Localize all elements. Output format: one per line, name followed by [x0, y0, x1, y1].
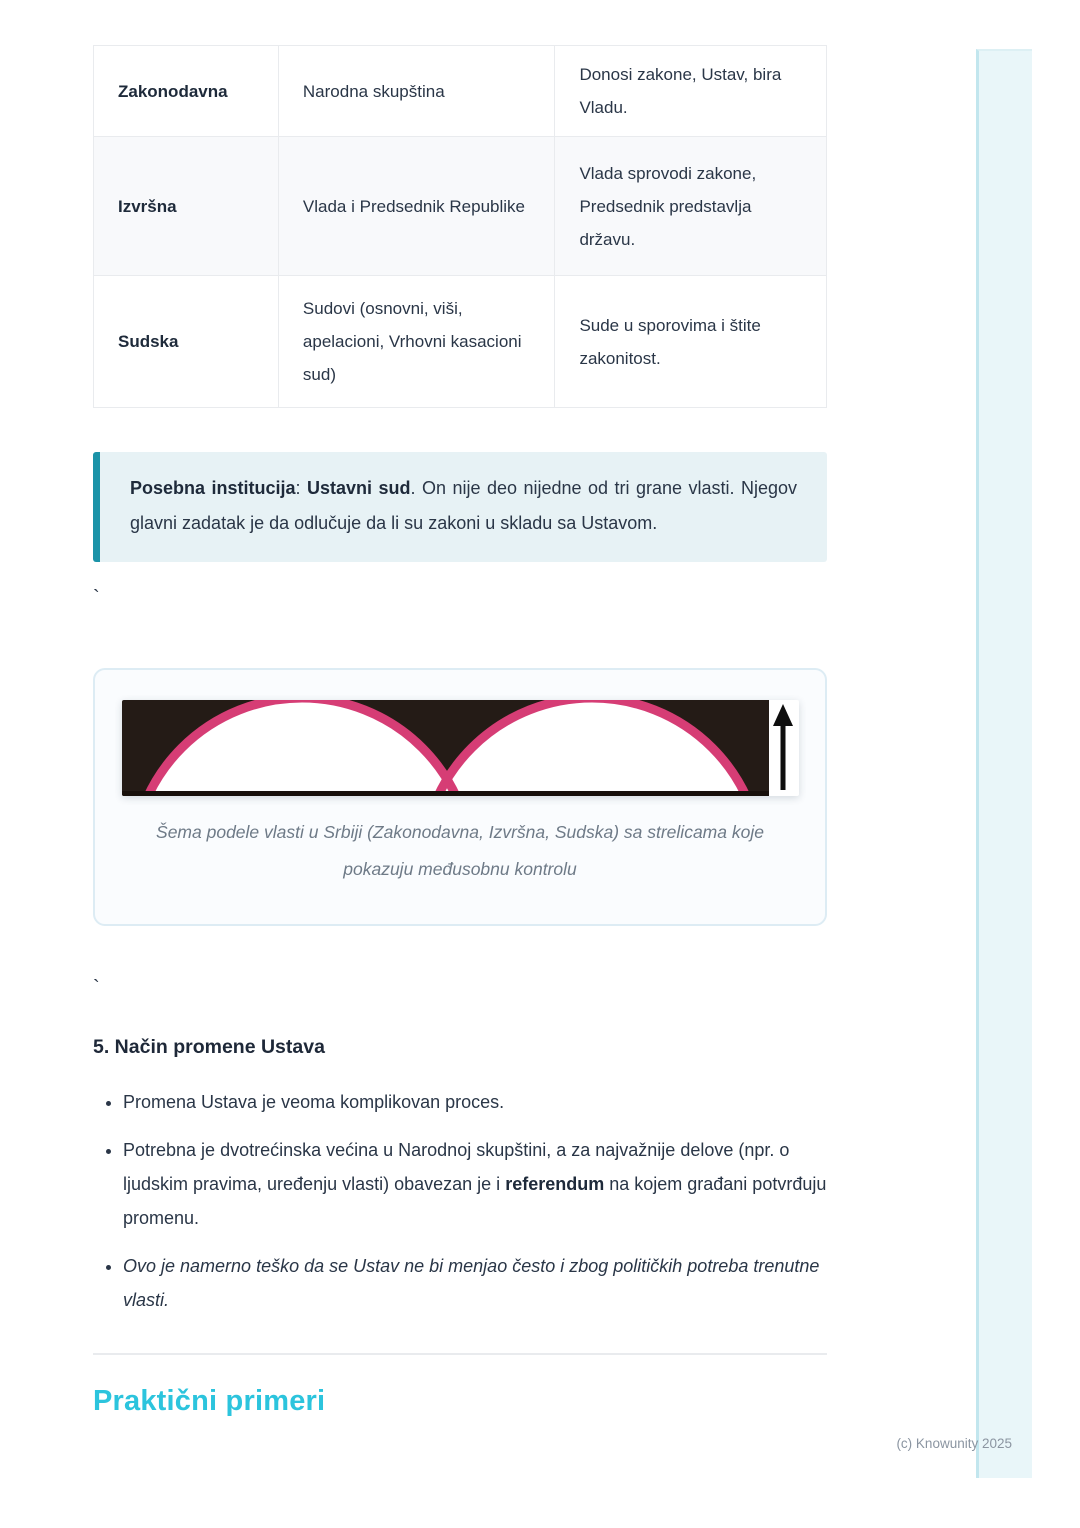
up-arrow-icon	[773, 704, 793, 790]
callout-bold-institution: Ustavni sud	[307, 478, 411, 498]
table-row	[94, 137, 827, 276]
cell-role: Sude u sporovima i štite zakonitost.	[555, 276, 827, 408]
table-row	[94, 276, 827, 408]
cell-branch: Izvršna	[94, 137, 279, 276]
list-item	[123, 1133, 827, 1235]
separation-of-powers-diagram	[122, 700, 799, 796]
bullet-text: Potrebna je dvotrećinska većina u Narodnoj skupštini, a za najvažnije delove (npr. o ljudskim pravima, uređenju vlasti) obavezan je i	[123, 1140, 790, 1194]
stray-backtick-text: `	[93, 977, 100, 999]
page-content	[93, 0, 827, 1418]
cell-holder: Narodna skupština	[278, 46, 555, 137]
table-row	[94, 46, 827, 137]
cell-branch: Sudska	[94, 276, 279, 408]
cell-role: Donosi zakone, Ustav, bira Vladu.	[555, 46, 827, 137]
cell-holder: Vlada i Predsednik Republike	[278, 137, 555, 276]
cell-branch: Zakonodavna	[94, 46, 279, 137]
branches-of-power-table	[93, 45, 827, 408]
figure-caption: Šema podele vlasti u Srbiji (Zakonodavna, Izvršna, Sudska) sa strelicama koje pokazuju međusobnu kontrolu	[156, 822, 764, 879]
section-heading-practical-examples: Praktični primeri	[93, 1385, 326, 1417]
info-callout	[93, 452, 827, 562]
cell-role: Vlada sprovodi zakone, Predsednik predstavlja državu.	[555, 137, 827, 276]
list-item: • Ovo je namerno teško da se Ustav ne bi menjao često i zbog političkih potreba trenutne vlasti.	[123, 1249, 827, 1317]
callout-body-text: . On nije deo nijedne od tri grane vlasti. Njegov glavni zadatak je da odlučuje da li su zakoni u skladu sa Ustavom.	[130, 478, 797, 533]
bullet-text: na kojem građani potvrđuju promenu.	[123, 1174, 827, 1228]
figure-card	[93, 668, 827, 926]
callout-bold-term: Posebna institucija	[130, 478, 296, 498]
copyright-footer: (c) Knowunity 2025	[896, 1436, 1012, 1451]
section-divider	[93, 1353, 827, 1355]
list-item: • Promena Ustava je veoma komplikovan proces.	[123, 1085, 827, 1119]
section-bullet-list	[93, 1085, 827, 1317]
section-heading-constitution-change: 5. Način promene Ustava	[93, 1036, 325, 1058]
cell-holder: Sudovi (osnovni, viši, apelacioni, Vrhovni kasacioni sud)	[278, 276, 555, 408]
bullet-bold-referendum: referendum	[505, 1174, 605, 1194]
callout-separator: :	[295, 478, 307, 498]
next-page-edge-strip	[976, 49, 1032, 1478]
stray-backtick-text: `	[93, 587, 100, 609]
